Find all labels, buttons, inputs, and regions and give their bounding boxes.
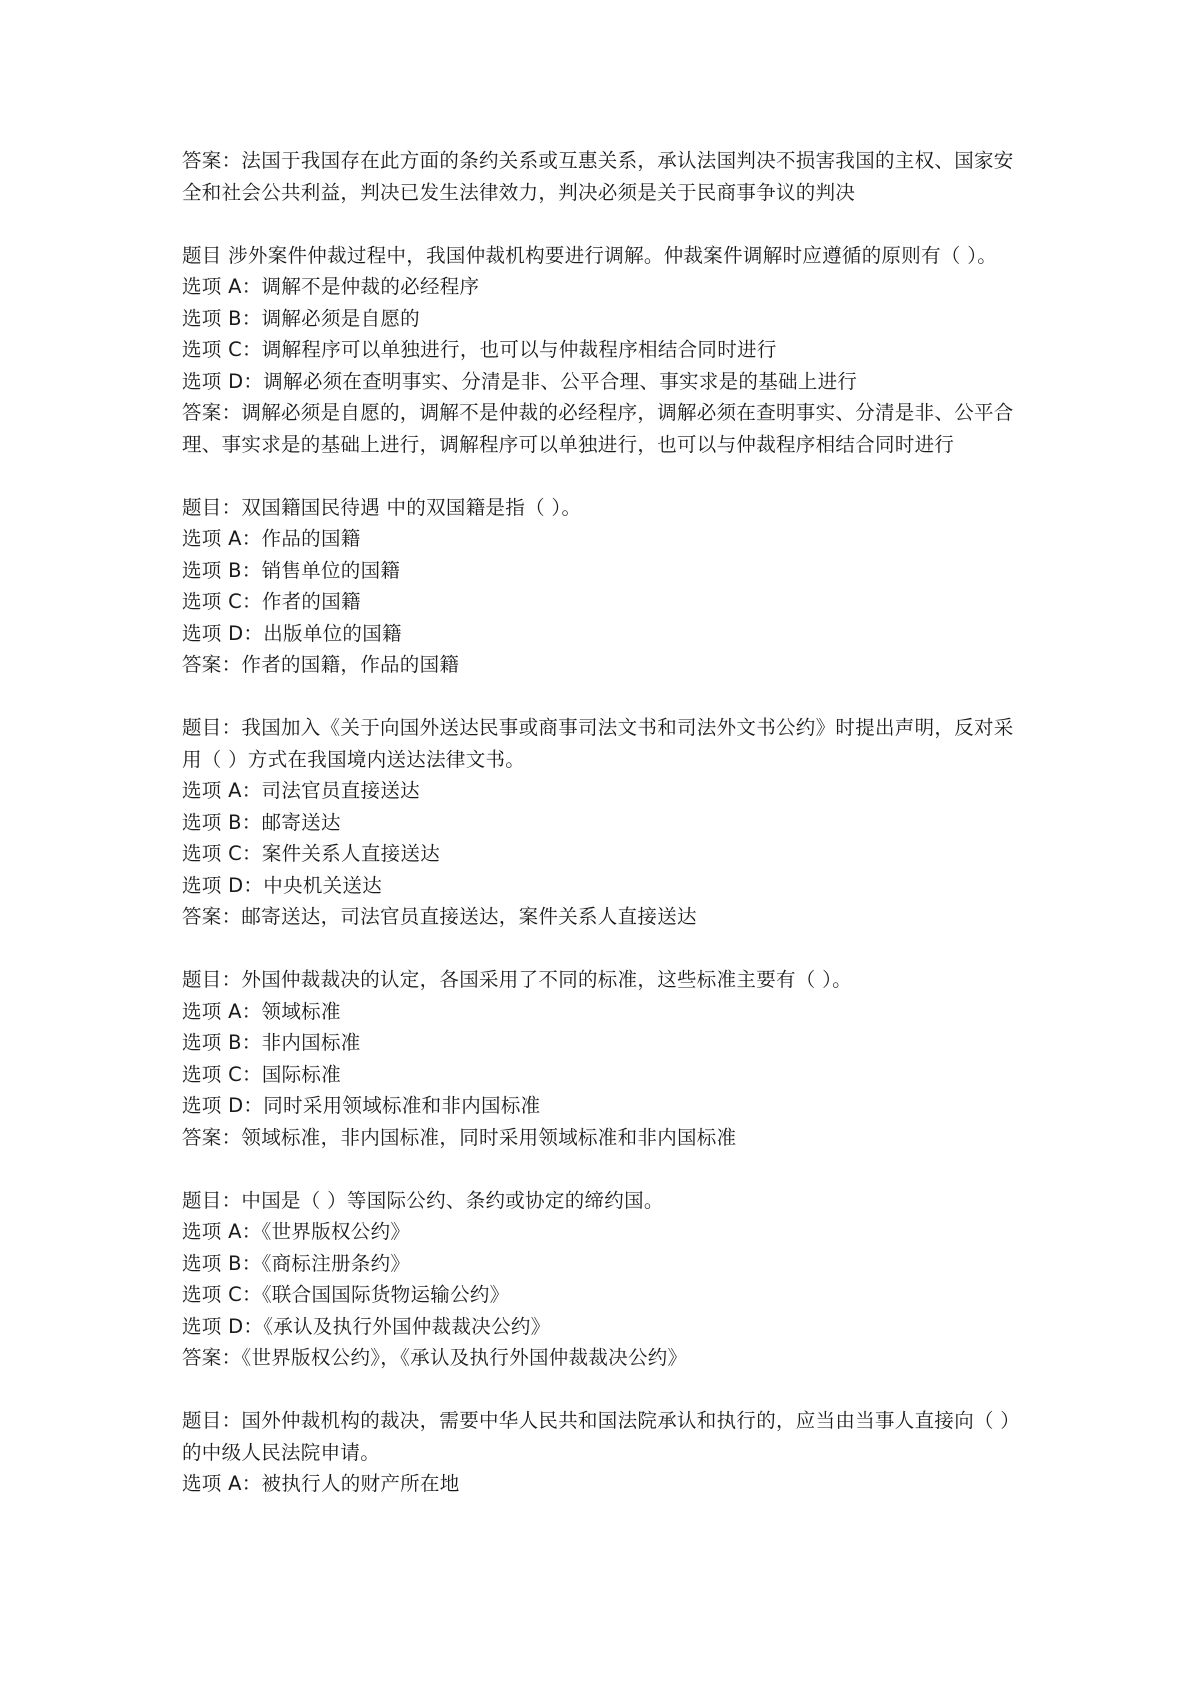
option-a: 选项 A：《世界版权公约》 <box>182 1220 411 1243</box>
option-a: 选项 A：司法官员直接送达 <box>182 779 420 802</box>
option-b: 选项 B：邮寄送达 <box>182 810 341 834</box>
question-block <box>182 492 1022 681</box>
question-text: 题目：我国加入《关于向国外送达民事或商事司法文书和司法外文书公约》时提出声明，反对采用（ ）方式在我国境内送达法律文书。 <box>182 716 1014 771</box>
option-b: 选项 B：《商标注册条约》 <box>182 1251 411 1275</box>
option-a: 选项 A：领域标准 <box>182 999 341 1023</box>
question-text: 题目：国外仲裁机构的裁决，需要中华人民共和国法院承认和执行的，应当由当事人直接向（ ）的中级人民法院申请。 <box>182 1409 1021 1464</box>
option-a: 选项 A：调解不是仲裁的必经程序 <box>182 275 480 298</box>
question-text: 题目 涉外案件仲裁过程中，我国仲裁机构要进行调解。仲裁案件调解时应遵循的原则有（ ）。 <box>182 243 998 267</box>
question-block <box>182 1405 1022 1500</box>
option-d: 选项 D：中央机关送达 <box>182 873 383 897</box>
document-content <box>182 145 1022 1531</box>
option-b: 选项 B：非内国标准 <box>182 1031 361 1054</box>
answer-text: 答案：邮寄送达，司法官员直接送达，案件关系人直接送达 <box>182 905 697 928</box>
option-c: 选项 C：调解程序可以单独进行，也可以与仲裁程序相结合同时进行 <box>182 338 777 361</box>
question-text: 题目：双国籍国民待遇 中的双国籍是指（ ）。 <box>182 495 582 519</box>
option-d: 选项 D：《承认及执行外国仲裁裁决公约》 <box>182 1314 551 1338</box>
option-c: 选项 C：国际标准 <box>182 1062 342 1086</box>
question-block <box>182 1185 1022 1374</box>
option-a: 选项 A：作品的国籍 <box>182 527 361 550</box>
option-a: 选项 A：被执行人的财产所在地 <box>182 1472 460 1495</box>
answer-text: 答案：调解必须是自愿的，调解不是仲裁的必经程序，调解必须在查明事实、分清是非、公平合理、事实求是的基础上进行，调解程序可以单独进行，也可以与仲裁程序相结合同时进行 <box>182 401 1014 456</box>
option-d: 选项 D：调解必须在查明事实、分清是非、公平合理、事实求是的基础上进行 <box>182 369 858 393</box>
question-text: 题目：外国仲裁裁决的认定，各国采用了不同的标准，这些标准主要有（ ）。 <box>182 968 852 991</box>
option-b: 选项 B：销售单位的国籍 <box>182 558 401 582</box>
option-c: 选项 C：《联合国国际货物运输公约》 <box>182 1283 510 1306</box>
question-block <box>182 712 1022 933</box>
option-b: 选项 B：调解必须是自愿的 <box>182 306 420 330</box>
option-d: 选项 D：同时采用领域标准和非内国标准 <box>182 1094 541 1117</box>
answer-text: 答案：领域标准，非内国标准，同时采用领域标准和非内国标准 <box>182 1125 737 1149</box>
option-d: 选项 D：出版单位的国籍 <box>182 621 402 645</box>
answer-block <box>182 145 1022 208</box>
option-c: 选项 C：作者的国籍 <box>182 590 361 613</box>
question-text: 题目：中国是（ ）等国际公约、条约或协定的缔约国。 <box>182 1188 664 1212</box>
answer-text: 答案：《世界版权公约》，《承认及执行外国仲裁裁决公约》 <box>182 1346 688 1369</box>
answer-text: 答案：作者的国籍，作品的国籍 <box>182 653 460 676</box>
answer-text: 答案：法国于我国存在此方面的条约关系或互惠关系，承认法国判决不损害我国的主权、国家安全和社会公共利益，判决已发生法律效力，判决必须是关于民商事争议的判决 <box>182 149 1014 204</box>
option-c: 选项 C：案件关系人直接送达 <box>182 842 441 865</box>
question-block <box>182 240 1022 461</box>
question-block <box>182 964 1022 1153</box>
